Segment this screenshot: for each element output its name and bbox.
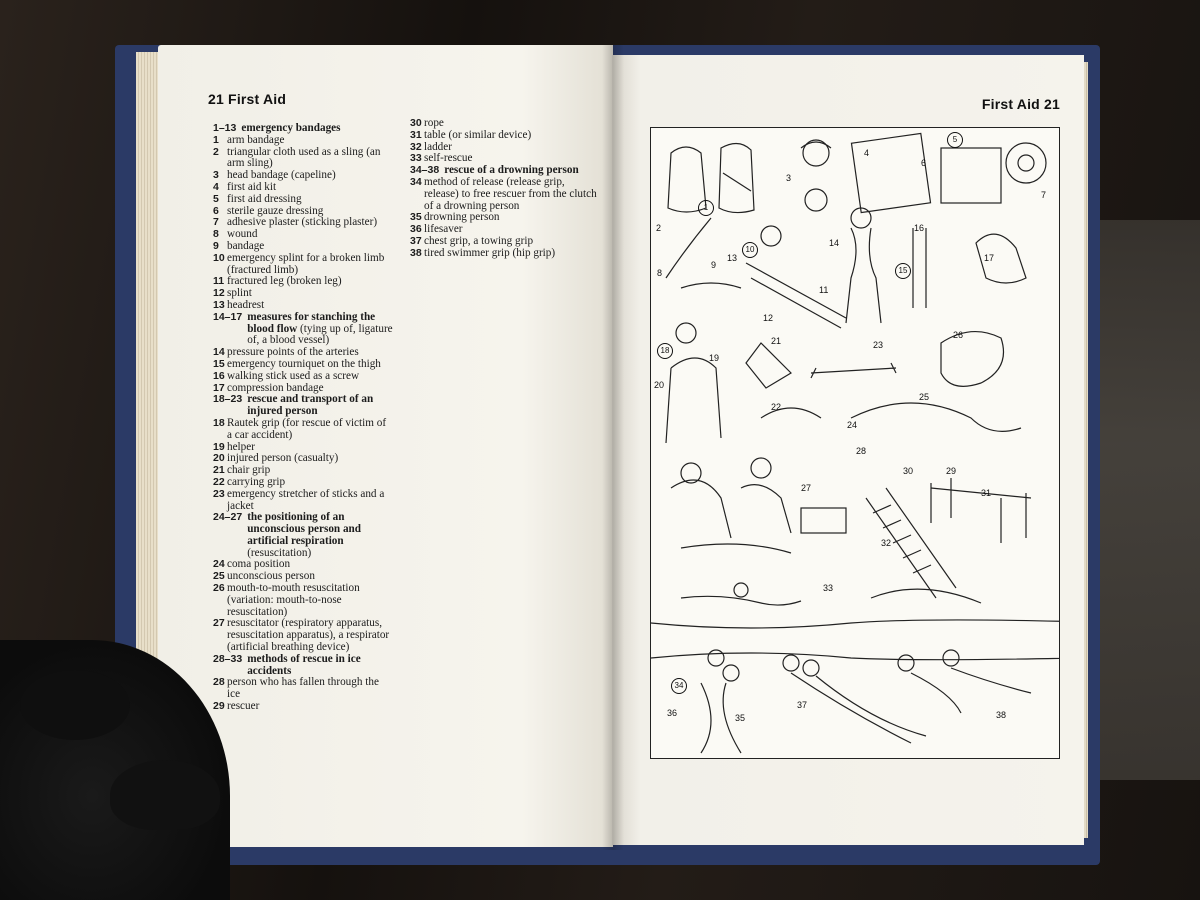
entry-number: 7 xyxy=(213,216,219,229)
glove-thumb xyxy=(110,760,220,830)
glossary-entry xyxy=(213,418,393,442)
entry-text: self-rescue xyxy=(424,152,473,165)
entry-number: 24 xyxy=(213,558,225,571)
figure-label-23: 23 xyxy=(873,340,884,350)
entry-number: 30 xyxy=(410,117,422,129)
figure-label-32: 32 xyxy=(881,538,892,548)
entry-number: 1 xyxy=(213,133,219,146)
entry-number: 21 xyxy=(213,464,225,477)
entry-number: 33 xyxy=(410,152,422,165)
figure-label-7: 7 xyxy=(1041,190,1047,200)
entry-text: table (or similar device) xyxy=(424,128,532,141)
figure-callout-34: 34 xyxy=(671,678,687,694)
glossary-section-heading xyxy=(213,512,393,559)
entry-text: person who has fallen through the ice xyxy=(227,676,379,701)
entry-text: pressure points of the arteries xyxy=(227,346,359,359)
entry-number: 31 xyxy=(410,128,422,141)
figure-label-24: 24 xyxy=(847,420,858,430)
glossary-entry xyxy=(410,177,600,212)
entry-number: 16 xyxy=(213,369,225,382)
entry-text: helper xyxy=(227,440,255,453)
figure-label-17: 17 xyxy=(984,253,995,263)
entry-number: 28–33 xyxy=(213,652,243,665)
illustration-plate xyxy=(650,127,1060,759)
entry-text: mouth-to-mouth resuscitation (variation: mouth-to-nose resuscitation) xyxy=(227,582,360,618)
glossary-entry xyxy=(213,701,393,713)
entry-number: 11 xyxy=(213,275,225,288)
figure-label-6: 6 xyxy=(921,158,927,168)
entry-text: lifesaver xyxy=(424,223,463,236)
entry-number: 29 xyxy=(213,700,225,713)
figure-label-22: 22 xyxy=(771,402,782,412)
entry-number: 22 xyxy=(213,475,225,488)
entry-subtext: (tying up of, ligature of, a blood vessel) xyxy=(247,322,393,347)
glossary-entry xyxy=(213,677,393,701)
entry-text: rescue of a drowning person xyxy=(444,164,579,177)
figure-label-16: 16 xyxy=(914,223,925,233)
entry-text: unconscious person xyxy=(227,570,315,583)
entry-number: 10 xyxy=(213,251,225,264)
figure-callout-18: 18 xyxy=(657,343,673,359)
entry-number: 17 xyxy=(213,381,225,394)
entry-text: measures for stanching the blood flow (tying up of, ligature of, a blood vessel) xyxy=(247,310,393,347)
entry-text: emergency stretcher of sticks and a jacket xyxy=(227,487,385,512)
entry-number: 2 xyxy=(213,145,219,158)
right-page xyxy=(612,55,1084,845)
running-head-left: 21 First Aid xyxy=(208,91,287,107)
background-surface xyxy=(1085,220,1200,780)
figure-label-33: 33 xyxy=(823,583,834,593)
entry-number: 18–23 xyxy=(213,393,243,406)
entry-number: 28 xyxy=(213,676,225,689)
entry-number: 14 xyxy=(213,346,225,359)
entry-number: 12 xyxy=(213,287,225,300)
entry-number: 23 xyxy=(213,487,225,500)
entry-text: first aid kit xyxy=(227,180,277,193)
figure-label-3: 3 xyxy=(786,173,792,183)
figure-label-21: 21 xyxy=(771,336,782,346)
entry-number: 24–27 xyxy=(213,511,243,524)
entry-number: 36 xyxy=(410,223,422,236)
figure-label-37: 37 xyxy=(797,700,808,710)
entry-text: rescuer xyxy=(227,700,260,713)
entry-text: compression bandage xyxy=(227,381,324,394)
entry-text: emergency bandages xyxy=(241,122,341,134)
entry-text: drowning person xyxy=(424,211,500,224)
entry-text: resuscitator (respiratory apparatus, resuscitation apparatus), a respirator (artificial breathing device) xyxy=(227,617,390,654)
figure-label-36: 36 xyxy=(667,708,678,718)
figure-label-27: 27 xyxy=(801,483,812,493)
entry-number: 35 xyxy=(410,211,422,224)
figure-label-25: 25 xyxy=(919,392,930,402)
figure-label-2: 2 xyxy=(656,223,662,233)
entry-text: bandage xyxy=(227,239,265,252)
figure-label-20: 20 xyxy=(654,380,665,390)
entry-text: sterile gauze dressing xyxy=(227,204,324,217)
entry-text: method of release (release grip, release) to free rescuer from the clutch of a drowning person xyxy=(424,175,597,212)
entry-number: 34–38 xyxy=(410,164,440,177)
entry-text: splint xyxy=(227,287,252,300)
entry-number: 5 xyxy=(213,192,219,205)
glossary-entry xyxy=(213,489,393,513)
illustration-drawings xyxy=(651,128,1059,758)
figure-label-35: 35 xyxy=(735,713,746,723)
entry-number: 34 xyxy=(410,175,422,188)
entry-number: 19 xyxy=(213,440,225,453)
entry-text: head bandage (capeline) xyxy=(227,169,336,182)
entry-number: 18 xyxy=(213,416,225,429)
figure-label-28: 28 xyxy=(856,446,867,456)
running-head-right: First Aid 21 xyxy=(981,96,1060,112)
entry-text: emergency splint for a broken limb (fractured limb) xyxy=(227,251,385,276)
entry-text: the positioning of an unconscious person and artificial respiration (resuscitation) xyxy=(247,511,361,559)
glossary-section-heading xyxy=(213,394,393,418)
entry-number: 38 xyxy=(410,246,422,259)
glossary-entry xyxy=(410,248,600,260)
entry-subtext: (resuscitation) xyxy=(247,546,312,559)
figure-label-31: 31 xyxy=(981,488,992,498)
entry-number: 6 xyxy=(213,204,219,217)
entry-number: 37 xyxy=(410,234,422,247)
glossary-entry xyxy=(213,147,393,171)
entry-text: emergency tourniquet on the thigh xyxy=(227,357,381,370)
figure-label-9: 9 xyxy=(711,260,717,270)
glossary-section-heading xyxy=(213,654,393,678)
figure-label-13: 13 xyxy=(727,253,738,263)
glossary-column-2 xyxy=(410,118,600,260)
figure-label-29: 29 xyxy=(946,466,957,476)
entry-text: headrest xyxy=(227,298,265,311)
entry-number: 20 xyxy=(213,452,225,465)
entry-text: tired swimmer grip (hip grip) xyxy=(424,246,556,259)
entry-text: rope xyxy=(424,117,444,129)
entry-text: coma position xyxy=(227,558,291,571)
entry-text: wound xyxy=(227,228,258,241)
figure-callout-10: 10 xyxy=(742,242,758,258)
figure-label-14: 14 xyxy=(829,238,840,248)
glove-finger xyxy=(20,670,130,740)
entry-number: 13 xyxy=(213,298,225,311)
entry-number: 27 xyxy=(213,617,225,630)
figure-label-38: 38 xyxy=(996,710,1007,720)
entry-text: methods of rescue in ice accidents xyxy=(247,652,361,677)
glossary-entry xyxy=(213,618,393,653)
entry-text: triangular cloth used as a sling (an arm sling) xyxy=(227,145,381,170)
entry-number: 8 xyxy=(213,228,219,241)
entry-text: arm bandage xyxy=(227,133,285,146)
entry-number: 14–17 xyxy=(213,310,243,323)
entry-number: 15 xyxy=(213,357,225,370)
figure-label-11: 11 xyxy=(819,285,829,295)
figure-label-12: 12 xyxy=(763,313,774,323)
glossary-column-1 xyxy=(213,123,393,713)
entry-number: 3 xyxy=(213,169,219,182)
entry-text: chair grip xyxy=(227,464,271,477)
glossary-entry xyxy=(213,583,393,618)
entry-text: chest grip, a towing grip xyxy=(424,234,534,247)
entry-number: 26 xyxy=(213,582,225,595)
entry-number: 9 xyxy=(213,239,219,252)
entry-text: injured person (casualty) xyxy=(227,452,339,465)
entry-number: 4 xyxy=(213,180,219,193)
book-gutter xyxy=(602,45,624,850)
entry-text: walking stick used as a screw xyxy=(227,369,360,382)
glossary-entry xyxy=(213,253,393,277)
entry-text: carrying grip xyxy=(227,475,286,488)
figure-label-8: 8 xyxy=(657,268,663,278)
figure-label-26: 26 xyxy=(953,330,964,340)
entry-text: ladder xyxy=(424,140,452,153)
left-page xyxy=(158,45,613,847)
figure-label-4: 4 xyxy=(864,148,870,158)
entry-text: Rautek grip (for rescue of victim of a car accident) xyxy=(227,416,387,441)
figure-callout-1: 1 xyxy=(698,200,714,216)
figure-label-19: 19 xyxy=(709,353,720,363)
entry-text: rescue and transport of an injured person xyxy=(247,393,374,418)
entry-text: fractured leg (broken leg) xyxy=(227,275,342,288)
figure-label-30: 30 xyxy=(903,466,914,476)
entry-text: first aid dressing xyxy=(227,192,302,205)
entry-number: 1–13 xyxy=(213,122,237,134)
entry-text: adhesive plaster (sticking plaster) xyxy=(227,216,378,229)
figure-callout-15: 15 xyxy=(895,263,911,279)
figure-callout-5: 5 xyxy=(947,132,963,148)
entry-number: 25 xyxy=(213,570,225,583)
glossary-section-heading xyxy=(213,312,393,347)
entry-number: 32 xyxy=(410,140,422,153)
